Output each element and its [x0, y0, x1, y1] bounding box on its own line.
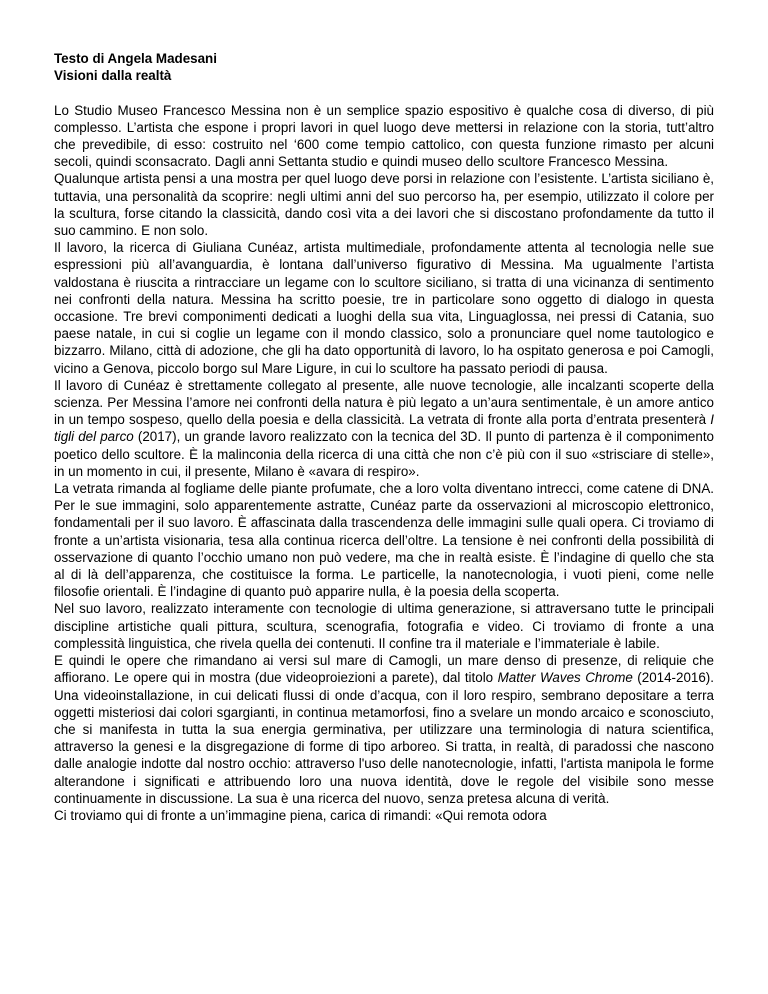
paragraph-text: (2017), un grande lavoro realizzato con la tecnica del 3D. Il punto di partenza è il componimento poetico dello scultore. È la malinconia della ricerca di una città che non c’è più con il suo «strisciare di stelle», in un momento in cui, il presente, Milano è «avara di respiro».	[54, 429, 714, 479]
artwork-title: Matter Waves Chrome	[497, 670, 633, 686]
paragraph-studio-museo: Lo Studio Museo Francesco Messina non è un semplice spazio espositivo è qualche cosa di diverso, di più complesso. L’artista che espone i propri lavori in quel luogo deve mettersi in relazione con la storia, tutt’altro che prevedibile, di esso: costruito nel ‘600 come tempio cattolico, con questa funzione rimasto per alcuni secoli, quindi sconsacrato. Dagli anni Settanta studio e quindi museo dello scultore Francesco Messina.	[54, 102, 714, 170]
paragraph-text: (2014-2016). Una videoinstallazione, in cui delicati flussi di onde d’acqua, con il loro respiro, sembrano depositare a terra oggetti misteriosi dai colori sgargianti, in continua metamorfosi, fino a svelare un mondo arcaico e sconosciuto, che si manifesta in tutta la sua energia germinativa, per utilizzare una terminologia di natura scientifica, attraverso la genesi e la disgregazione di forme di tipo arboreo. Si tratta, in realtà, di paradossi che nascono dalle analogie indotte dal nostro occhio: attraverso l'uso delle nanotecnologie, infatti, l'artista manipola le forme alterandone i significati e attribuendo loro una nuova identità, dove le regole del visibile sono messe continuamente in discussione. La sua è una ricerca del nuovo, senza pretesa alcuna di verità.	[54, 670, 714, 806]
paragraph-tigli-del-parco	[54, 377, 714, 480]
paragraph-artista-siciliano: Qualunque artista pensi a una mostra per quel luogo deve porsi in relazione con l’esistente. L’artista siciliano è, tuttavia, una personalità da scoprire: negli ultimi anni del suo percorso ha, per esempio, utilizzato il colore per la scultura, forse citando la classicità, dando così vita a dei lavori che si discostano profondamente da tutto il suo cammino. E non solo.	[54, 171, 714, 239]
paragraph-vetrata: La vetrata rimanda al fogliame delle piante profumate, che a loro volta diventano intrecci, come catene di DNA. Per le sue immagini, solo apparentemente astratte, Cunéaz parte da osservazioni al microscopio elettronico, fondamentali per il suo lavoro. È affascinata dalla trascendenza delle immagini sulle quali opera. Ci troviamo di fronte a un’artista visionaria, tesa alla continua ricerca dell’oltre. La tensione è nei confronti della possibilità di osservazione di quanto l’occhio umano non può vedere, ma che in realtà esiste. È l’indagine di quello che sta al di là dell’apparenza, che costituisce la forma. Le particelle, la nanotecnologia, i vuoti pieni, come nelle filosofie orientali. È l’indagine di quanto può apparire nulla, è la poesia della scoperta.	[54, 481, 714, 600]
spacer	[54, 84, 714, 101]
document-page	[54, 50, 714, 824]
paragraph-matter-waves	[54, 652, 714, 807]
paragraph-ricerca-cuneaz: Il lavoro, la ricerca di Giuliana Cunéaz, artista multimediale, profondamente attenta al tecnologia nelle sue espressioni più all’avanguardia, è lontana dall’universo figurativo di Messina. Ma ugualmente l’artista valdostana è riuscita a rintracciare un legame con lo scultore siciliano, si tratta di una vicinanza di sentimento nei confronti della natura. Messina ha scritto poesie, tre in particolare sono oggetto di dialogo in questa occasione. Tre brevi componimenti dedicati a luoghi della sua vita, Linguaglossa, nei pressi di Catania, suo paese natale, in cui si coglie un legame con il mondo classico, solo a pronunciare quel nome tautologico e bizzarro. Milano, città di adozione, che gli ha dato opportunità di lavoro, lo ha ospitato generosa e poi Camogli, vicino a Genova, piccolo borgo sul Mare Ligure, in cui lo scultore ha passato periodi di pausa.	[54, 240, 714, 376]
author-line: Testo di Angela Madesani	[54, 51, 217, 66]
paragraph-text: E quindi le opere che rimandano ai versi sul mare di Camogli, un mare denso di presenze, di reliquie che affiorano. Le opere qui in mostra (due videoproiezioni a parete), dal titolo	[54, 653, 714, 686]
paragraph-immagine-piena: Ci troviamo qui di fronte a un’immagine piena, carica di rimandi: «Qui remota odora	[54, 807, 547, 823]
title-line: Visioni dalla realtà	[54, 68, 172, 84]
paragraph-text: Il lavoro di Cunéaz è strettamente collegato al presente, alle nuove tecnologie, alle incalzanti scoperte della scienza. Per Messina l’amore nei confronti della natura è più legato a un’aura sentimentale, è un amore antico in un tempo sospeso, quello della poesia e della classicità. La vetrata di fronte alla porta d’entrata presenterà	[54, 377, 714, 428]
paragraph-tecnologie: Nel suo lavoro, realizzato interamente con tecnologie di ultima generazione, si attraversano tutte le principali discipline artistiche quali pittura, scultura, scenografia, fotografia e video. Ci troviamo di fronte a una complessità linguistica, che rivela quella dei contenuti. Il confine tra il materiale e l’immateriale è labile.	[54, 601, 714, 651]
artwork-title: I tigli del parco	[54, 412, 714, 445]
